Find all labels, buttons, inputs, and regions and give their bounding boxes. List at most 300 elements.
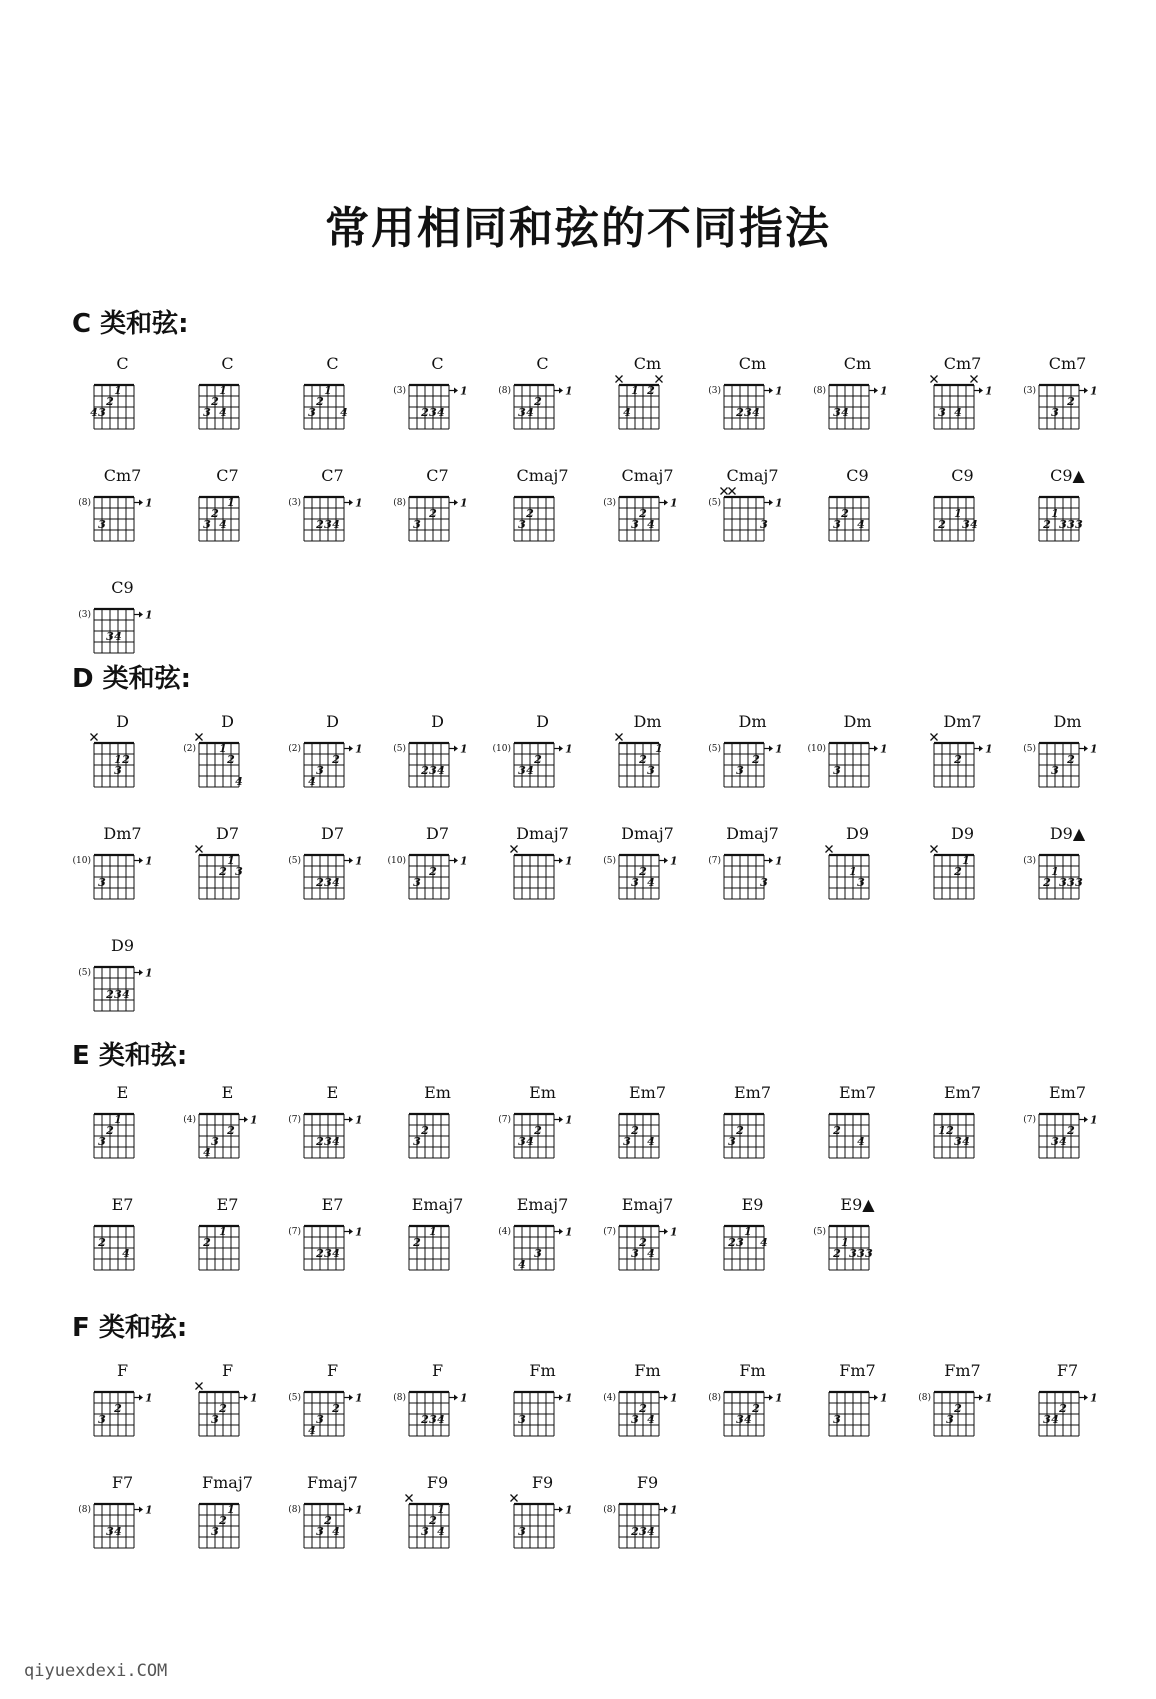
fret-position-label: (8) [813,386,826,396]
chord-diagram [490,1100,582,1180]
finger-number: 3 [728,1135,736,1148]
chord-name: C [326,354,339,373]
finger-number: 4 [970,518,978,531]
finger-number: 3 [211,1135,219,1148]
chord-diagram [700,841,792,921]
finger-number: 2 [324,1514,332,1527]
fret-position-label: (8) [288,1505,301,1515]
fret-position-label: (3) [603,498,616,508]
finger-number: 1 [1051,507,1059,520]
finger-number: 2 [639,1402,647,1415]
muted-string-x [931,376,938,383]
finger-number: 3 [518,1525,526,1538]
chord-name: Dm [1053,712,1082,731]
finger-number: 3 [736,1236,744,1249]
chord-diagram-cell [595,467,700,579]
chord-name: E7 [216,1195,239,1214]
chord-diagram-cell [595,713,700,825]
finger-number: 3 [413,518,421,531]
chord-name: E7 [321,1195,344,1214]
finger-number: 2 [98,1236,106,1249]
finger-number: 4 [857,1135,865,1148]
chord-name: C9▲ [1050,466,1085,485]
barre-finger-label: 1 [250,1113,258,1127]
chord-name: D [116,712,129,731]
chord-name: F9 [531,1473,554,1492]
finger-number: 2 [1059,1402,1067,1415]
barre-arrowhead [454,1395,458,1401]
chord-diagram [385,1490,477,1570]
chord-name: Fmaj7 [202,1473,253,1492]
finger-number: 2 [938,518,946,531]
fret-position-label: (5) [393,744,406,754]
barre-finger-label: 1 [145,496,153,510]
finger-number: 3 [631,876,639,889]
section-title-f: F 类和弦: [72,1313,188,1343]
finger-number: 3 [1043,1413,1051,1426]
finger-number: 2 [219,1514,227,1527]
barre-arrowhead [979,388,983,394]
finger-number: 3 [736,1413,744,1426]
barre-arrowhead [454,858,458,864]
chord-diagram-cell [175,825,280,937]
finger-number: 2 [639,1236,647,1249]
barre-finger-label: 1 [565,384,573,398]
chord-diagram [910,1378,1002,1458]
finger-number: 4 [647,1413,655,1426]
finger-number: 3 [631,518,639,531]
chord-name: Cmaj7 [621,466,674,485]
chord-diagram-cell [910,1362,1015,1474]
finger-number: 3 [98,1413,106,1426]
chord-diagram-cell [385,467,490,579]
finger-number: 3 [647,764,655,777]
finger-number: 4 [219,518,227,531]
finger-number: 3 [1051,1135,1059,1148]
chord-name: E [326,1083,339,1102]
finger-number: 1 [114,1113,122,1126]
fret-position-label: (3) [1023,386,1036,396]
chord-diagram-cell [595,1474,700,1586]
barre-finger-label: 1 [145,1503,153,1517]
barre-finger-label: 1 [565,1391,573,1405]
finger-number: 3 [429,764,437,777]
chord-diagram [385,729,477,809]
barre-arrowhead [349,1507,353,1513]
chord-diagram [1015,729,1107,809]
chord-diagram [70,483,162,563]
finger-number: 3 [98,1135,106,1148]
finger-number: 3 [1059,518,1067,531]
chord-diagram [700,371,792,451]
barre-arrowhead [454,746,458,752]
finger-number: 2 [421,1413,429,1426]
chord-diagram-cell [70,1362,175,1474]
finger-number: 3 [938,406,946,419]
chord-diagram-cell [385,1196,490,1308]
chord-diagram-cell [700,1196,805,1308]
chord-diagram [70,729,162,809]
chord-diagram [595,483,687,563]
chord-diagram-cell [910,355,1015,467]
barre-arrowhead [1084,746,1088,752]
barre-finger-label: 1 [565,1113,573,1127]
finger-number: 3 [736,764,744,777]
chord-name: F9 [636,1473,659,1492]
barre-arrowhead [559,1395,563,1401]
finger-number: 3 [324,1135,332,1148]
barre-arrowhead [769,500,773,506]
chord-diagram-cell [1015,1362,1120,1474]
chord-name: C9 [951,466,974,485]
barre-arrowhead [139,858,143,864]
barre-finger-label: 1 [670,854,678,868]
finger-number: 3 [324,876,332,889]
finger-number: 3 [1067,876,1075,889]
barre-finger-label: 1 [565,742,573,756]
chord-diagram [1015,483,1107,563]
finger-number: 2 [211,395,219,408]
finger-number: 2 [316,1247,324,1260]
finger-number: 2 [421,406,429,419]
chord-diagram-cell [280,355,385,467]
chord-name: D7 [425,824,449,843]
fret-position-label: (8) [918,1393,931,1403]
chord-diagram-cell [490,355,595,467]
finger-number: 2 [833,1124,841,1137]
finger-number: 3 [114,764,122,777]
chord-diagram-cell [280,1362,385,1474]
chord-diagram-cell [70,825,175,937]
chord-name: C7 [216,466,239,485]
chord-diagram-cell [385,713,490,825]
muted-string-x [729,488,736,495]
chord-name: Dm7 [103,824,142,843]
finger-number: 4 [1059,1135,1067,1148]
muted-string-x [616,376,623,383]
finger-number: 3 [1051,406,1059,419]
chord-name: Emaj7 [621,1195,674,1214]
finger-number: 2 [526,507,534,520]
finger-number: 2 [332,1402,340,1415]
finger-number: 2 [332,753,340,766]
chord-diagram-cell [595,1362,700,1474]
chord-diagram [595,841,687,921]
chord-name: Fm [529,1361,556,1380]
chord-name: C7 [426,466,449,485]
chord-diagram [490,729,582,809]
chord-diagram-cell [700,713,805,825]
chord-name: Dm [843,712,872,731]
chord-name: D [221,712,234,731]
chord-diagram-cell [175,1196,280,1308]
chord-diagram-cell [175,1362,280,1474]
barre-arrowhead [559,858,563,864]
chord-name: Fm [634,1361,661,1380]
fret-position-label: (7) [498,1115,511,1125]
finger-number: 4 [647,1135,655,1148]
finger-number: 1 [114,384,122,397]
fret-position-label: (3) [1023,856,1036,866]
finger-number: 4 [332,1525,340,1538]
finger-number: 1 [219,1225,227,1238]
finger-number: 4 [647,518,655,531]
chord-diagram [175,1212,267,1292]
finger-number: 3 [857,876,865,889]
barre-arrowhead [139,1507,143,1513]
chord-diagram-cell [70,467,175,579]
chord-diagram-cell [490,467,595,579]
chord-diagram [1015,1100,1107,1180]
chord-diagram [70,371,162,451]
finger-number: 3 [518,1135,526,1148]
chord-grid-e [70,1084,1120,1308]
finger-number: 3 [1051,764,1059,777]
finger-number: 4 [526,764,534,777]
finger-number: 4 [437,1525,445,1538]
fret-position-label: (5) [78,968,91,978]
finger-number: 1 [655,742,663,755]
muted-string-x [91,734,98,741]
barre-finger-label: 1 [355,496,363,510]
finger-number: 2 [1043,518,1051,531]
barre-arrowhead [664,1229,668,1235]
finger-number: 3 [211,1525,219,1538]
fret-position-label: (7) [1023,1115,1036,1125]
finger-number: 2 [1043,876,1051,889]
barre-finger-label: 1 [985,1391,993,1405]
barre-finger-label: 1 [355,1503,363,1517]
finger-number: 3 [631,1247,639,1260]
chord-diagram-cell [1015,355,1120,467]
muted-string-x [406,1495,413,1502]
fret-position-label: (5) [603,856,616,866]
chord-diagram-cell [280,825,385,937]
barre-arrowhead [349,746,353,752]
finger-number: 4 [219,406,227,419]
chord-diagram [175,1100,267,1180]
chord-name: C9 [846,466,869,485]
chord-diagram [595,1378,687,1458]
chord-diagram [175,1378,267,1458]
finger-number: 2 [316,395,324,408]
chord-diagram-cell [805,1196,910,1308]
chord-name: D7 [215,824,239,843]
finger-number: 4 [954,406,962,419]
chord-diagram [700,729,792,809]
finger-number: 3 [857,1247,865,1260]
finger-number: 3 [518,518,526,531]
chord-diagram-cell [70,1196,175,1308]
fret-position-label: (3) [393,386,406,396]
fret-position-label: (7) [603,1227,616,1237]
barre-arrowhead [559,1507,563,1513]
finger-number: 4 [1051,1413,1059,1426]
barre-finger-label: 1 [460,384,468,398]
chord-diagram-cell [385,1362,490,1474]
finger-number: 4 [203,1146,211,1159]
barre-arrowhead [349,500,353,506]
finger-number: 3 [744,406,752,419]
barre-finger-label: 1 [1090,1113,1098,1127]
chord-name: Cm [633,354,662,373]
finger-number: 3 [98,406,106,419]
barre-arrowhead [1084,388,1088,394]
chord-diagram-cell [490,825,595,937]
barre-finger-label: 1 [460,742,468,756]
chord-diagram [805,483,897,563]
finger-number: 3 [98,518,106,531]
finger-number: 3 [631,1413,639,1426]
finger-number: 4 [526,1135,534,1148]
chord-diagram-cell [175,713,280,825]
finger-number: 1 [114,753,122,766]
finger-number: 4 [437,406,445,419]
barre-finger-label: 1 [565,854,573,868]
finger-number: 2 [106,988,114,1001]
finger-number: 4 [90,406,98,419]
finger-number: 1 [954,507,962,520]
finger-number: 2 [833,1247,841,1260]
fret-position-label: (8) [393,498,406,508]
barre-arrowhead [139,970,143,976]
finger-number: 1 [849,865,857,878]
chord-diagram-cell [805,1084,910,1196]
finger-number: 4 [647,1525,655,1538]
chord-name: E [221,1083,234,1102]
barre-arrowhead [559,1229,563,1235]
chord-name: Dmaj7 [726,824,779,843]
fret-position-label: (8) [393,1393,406,1403]
chord-name: C9 [111,578,134,597]
chord-diagram [175,483,267,563]
finger-number: 2 [429,1514,437,1527]
chord-diagram-cell [280,467,385,579]
fret-position-label: (10) [387,856,406,866]
finger-number: 3 [865,1247,873,1260]
muted-string-x [721,488,728,495]
finger-number: 4 [332,1247,340,1260]
chord-name: C [221,354,234,373]
chord-diagram-cell [700,1084,805,1196]
chord-diagram [280,841,372,921]
chord-diagram [805,729,897,809]
barre-finger-label: 1 [985,742,993,756]
chord-diagram [490,1378,582,1458]
finger-number: 3 [324,518,332,531]
finger-number: 4 [623,406,631,419]
finger-number: 2 [639,753,647,766]
muted-string-x [971,376,978,383]
finger-number: 3 [623,1135,631,1148]
barre-arrowhead [1084,1395,1088,1401]
chord-diagram-cell [385,825,490,937]
barre-arrowhead [244,1117,248,1123]
chord-name: Cm7 [103,466,142,485]
fret-position-label: (5) [813,1227,826,1237]
finger-number: 1 [227,854,235,867]
finger-number: 3 [954,1135,962,1148]
barre-arrowhead [349,858,353,864]
chord-diagram [175,1490,267,1570]
chord-diagram [700,1212,792,1292]
chord-name: Em7 [1048,1083,1087,1102]
barre-arrowhead [664,1395,668,1401]
finger-number: 3 [316,1525,324,1538]
chord-name: E [116,1083,129,1102]
chord-diagram [805,841,897,921]
finger-number: 2 [736,1124,744,1137]
chord-diagram [700,483,792,563]
finger-number: 4 [332,1135,340,1148]
finger-number: 2 [421,1124,429,1137]
chord-diagram [595,371,687,451]
chord-name: F [221,1361,234,1380]
barre-finger-label: 1 [880,384,888,398]
finger-number: 3 [421,1525,429,1538]
finger-number: 1 [219,742,227,755]
finger-number: 3 [760,518,768,531]
chord-diagram [805,1378,897,1458]
chord-name: Fm7 [839,1361,876,1380]
finger-number: 4 [114,630,122,643]
chord-diagram [490,1212,582,1292]
finger-number: 4 [857,518,865,531]
finger-number: 2 [1067,395,1075,408]
finger-number: 2 [203,1236,211,1249]
finger-number: 4 [744,1413,752,1426]
fret-position-label: (10) [492,744,511,754]
barre-finger-label: 1 [670,1391,678,1405]
chord-diagram [490,841,582,921]
finger-number: 2 [736,406,744,419]
chord-diagram [595,1490,687,1570]
chord-name: Em [529,1083,556,1102]
finger-number: 1 [938,1124,946,1137]
finger-number: 2 [122,753,130,766]
finger-number: 2 [429,507,437,520]
chord-diagram [910,1100,1002,1180]
chord-grid-d [70,713,1120,1049]
chord-diagram-cell [70,1084,175,1196]
chord-diagram [490,371,582,451]
chord-name: F [431,1361,444,1380]
barre-finger-label: 1 [460,854,468,868]
chord-name: Cm [738,354,767,373]
chord-diagram-cell [70,937,175,1049]
chord-diagram [280,1490,372,1570]
fret-position-label: (5) [288,856,301,866]
chord-diagram-cell [175,1474,280,1586]
chord-diagram [910,729,1002,809]
finger-number: 1 [227,1503,235,1516]
barre-finger-label: 1 [775,1391,783,1405]
finger-number: 3 [1059,876,1067,889]
barre-arrowhead [979,1395,983,1401]
barre-arrowhead [664,858,668,864]
muted-string-x [196,846,203,853]
chord-diagram [70,1100,162,1180]
fret-position-label: (5) [288,1393,301,1403]
muted-string-x [196,1383,203,1390]
barre-finger-label: 1 [145,966,153,980]
chord-diagram [385,483,477,563]
finger-number: 4 [114,1525,122,1538]
barre-arrowhead [559,746,563,752]
chord-name: D [536,712,549,731]
barre-arrowhead [979,746,983,752]
chord-diagram-cell [1015,467,1120,579]
